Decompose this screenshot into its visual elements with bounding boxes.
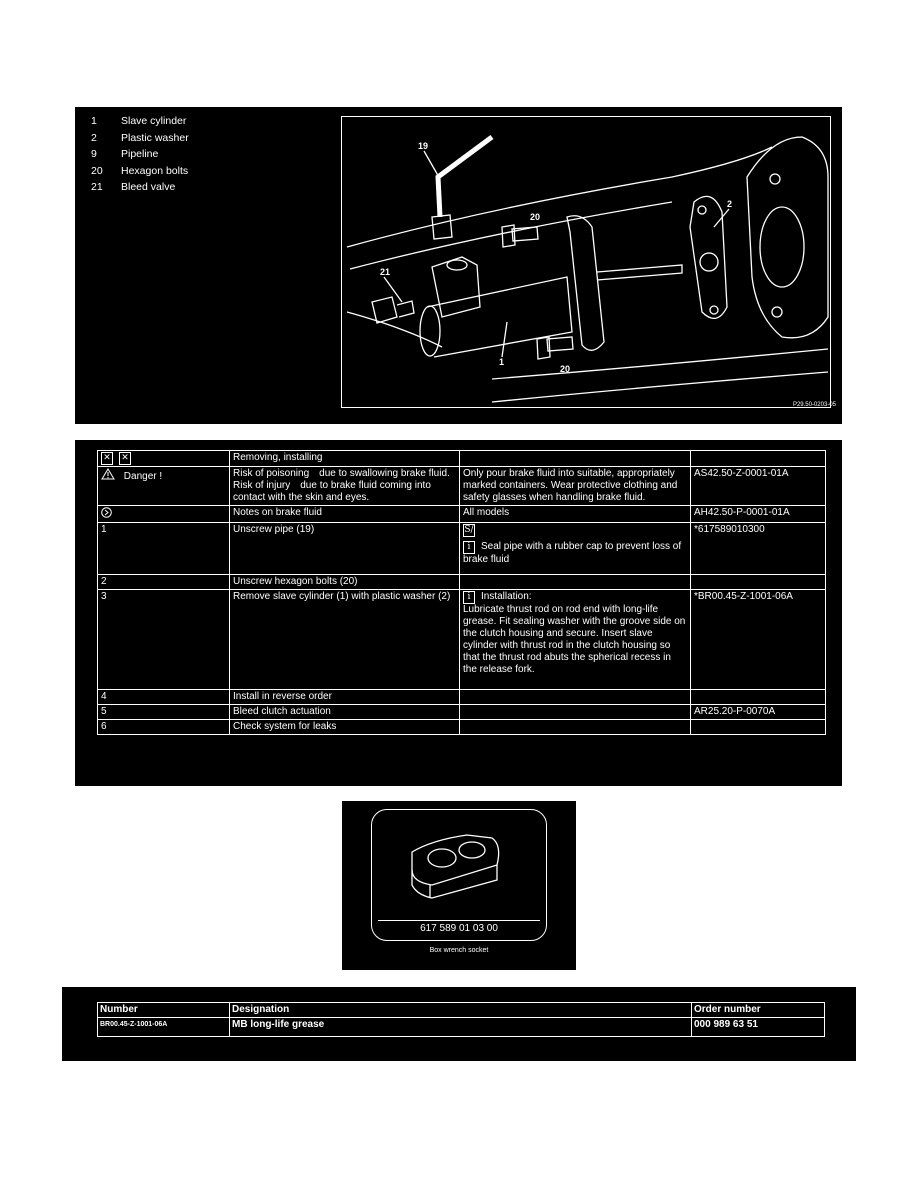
bleed-valve (372, 297, 397, 323)
flange-bolt-hole (772, 307, 782, 317)
legend-item: 9 Pipeline (91, 148, 159, 161)
step-note-cell: i Installation: Lubricate thrust rod on rod end with long-life grease. Fit sealing washer with the groove side on the clutch housing and secure. Insert slave cylinder with thrust rod in the clutch housing so that the thrust rod abuts the spherical recess in the release fork. (460, 590, 691, 690)
callout-20: 20 (560, 364, 571, 374)
notes-models-cell: All models (460, 506, 691, 523)
step-number: 4 (98, 690, 230, 705)
table-row (98, 575, 826, 590)
flange-bore (760, 207, 804, 287)
callout-1: 1 (499, 357, 505, 367)
notes-ref-link[interactable]: AH42.50-P-0001-01A (691, 506, 826, 523)
pipeline (438, 137, 492, 217)
legend-item: 1 Slave cylinder (91, 115, 187, 127)
housing-edge-line (350, 202, 672, 269)
notes-text-cell: Notes on brake fluid (230, 506, 460, 523)
slave-cylinder-figure-panel (75, 107, 842, 424)
table-row (98, 523, 826, 575)
table-row (98, 720, 826, 735)
washer-hole (700, 253, 718, 271)
slave-cylinder-body (427, 277, 572, 357)
callout-20: 20 (530, 212, 541, 222)
step-ref-link[interactable]: *617589010300 (691, 523, 826, 575)
thrust-rod (597, 265, 682, 280)
step-task: Bleed clutch actuation (230, 705, 460, 720)
callout-21: 21 (380, 267, 391, 277)
warning-triangle-icon (101, 471, 118, 482)
remove-install-icon-cell (98, 451, 230, 467)
hexagon-bolt (547, 337, 573, 351)
info-icon: i (463, 591, 475, 604)
step-task: Check system for leaks (230, 720, 460, 735)
danger-ref-link[interactable]: AS42.50-Z-0001-01A (691, 467, 826, 506)
callout-2: 2 (727, 199, 733, 209)
step-note-cell: S/ i Seal pipe with a rubber cap to prevent loss of brake fluid (460, 523, 691, 575)
tool-caption: Box wrench socket (429, 947, 489, 954)
task-cell: Removing, installing (230, 451, 460, 467)
danger-measure-cell: Only pour brake fluid into suitable, appropriately marked containers. Wear protective clothing and safety glasses when handling brake fluid. (460, 467, 691, 506)
column-header: Designation (230, 1003, 692, 1018)
step-number: 2 (98, 575, 230, 590)
washer-hole (710, 306, 718, 314)
pipe-port-block (432, 257, 480, 317)
procedure-table (97, 450, 826, 735)
housing-edge-line (492, 349, 828, 379)
table-row (98, 506, 826, 523)
info-icon: i (463, 541, 475, 554)
notes-circle-icon (101, 509, 112, 520)
procedure-panel (75, 440, 842, 786)
box-wrench-socket-icon (372, 810, 546, 918)
consumable-number-link[interactable]: BR00.45-Z-1001-06A (98, 1018, 230, 1037)
consumable-order-number: 000 989 63 51 (692, 1018, 825, 1037)
legend-item: 20 Hexagon bolts (91, 164, 189, 177)
table-row (98, 1018, 825, 1037)
column-header: Order number (692, 1003, 825, 1018)
figure-code: P29.50-0203-05 (792, 402, 836, 408)
exploded-view-diagram (341, 116, 831, 408)
cylinder-end (420, 306, 440, 356)
step-ref-link[interactable]: AR25.20-P-0070A (691, 705, 826, 720)
housing-edge-line (492, 372, 828, 402)
consumables-table (97, 1002, 825, 1037)
parts-legend (91, 113, 189, 196)
step-task: Unscrew pipe (19) (230, 523, 460, 575)
remove-icon: ✕ (101, 452, 113, 465)
step-number: 1 (98, 523, 230, 575)
washer-hole (698, 206, 706, 214)
clutch-housing-flange (747, 137, 828, 338)
table-row (98, 451, 826, 467)
flange-bolt-hole (770, 174, 780, 184)
column-header: Number (98, 1003, 230, 1018)
legend-item: 21 Bleed valve (91, 181, 176, 194)
danger-label: Danger ! (123, 471, 163, 482)
notes-icon-cell (98, 506, 230, 523)
step-number: 5 (98, 705, 230, 720)
pipe-union-nut (432, 215, 452, 239)
table-row (98, 705, 826, 720)
consumable-designation: MB long-life grease (230, 1018, 692, 1037)
consumables-panel (62, 987, 856, 1061)
bleed-valve-stem (397, 301, 414, 317)
special-tool-icon: S/ (464, 525, 474, 535)
step-number: 3 (98, 590, 230, 690)
table-row (98, 590, 826, 690)
step-task: Install in reverse order (230, 690, 460, 705)
step-number: 6 (98, 720, 230, 735)
step-task: Unscrew hexagon bolts (20) (230, 575, 460, 590)
step-task: Remove slave cylinder (1) with plastic washer (2) (230, 590, 460, 690)
danger-text-cell: Risk of poisoning due to swallowing brake fluid. Risk of injury due to brake fluid coming into contact with the skin and eyes. (230, 467, 460, 506)
table-header-row (98, 1003, 825, 1018)
leader-line (424, 151, 440, 179)
cylinder-mount-flange (567, 216, 604, 351)
leader-line (502, 322, 507, 357)
table-row (98, 690, 826, 705)
install-icon: ✕ (119, 452, 131, 465)
legend-item: 2 Plastic washer (91, 131, 189, 144)
tool-frame (371, 809, 547, 941)
tool-part-number: 617 589 01 03 00 (420, 923, 498, 934)
special-tool-panel (342, 801, 576, 970)
step-ref-link[interactable]: *BR00.45-Z-1001-06A (691, 590, 826, 690)
plastic-washer (690, 196, 727, 318)
danger-cell (98, 467, 230, 506)
pipe-port (447, 260, 467, 270)
table-row (98, 467, 826, 506)
callout-19: 19 (418, 141, 429, 151)
